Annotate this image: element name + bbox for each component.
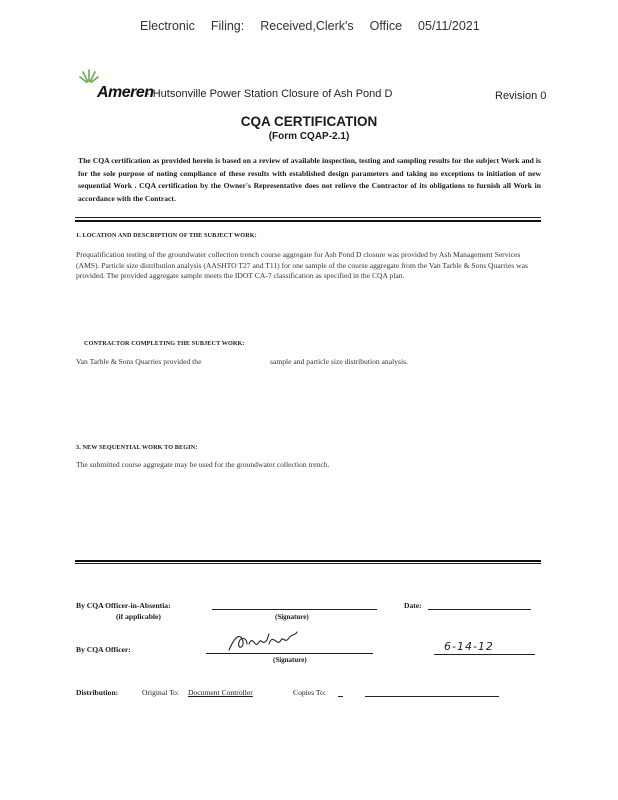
date-label: Date: — [404, 601, 422, 610]
divider — [75, 560, 541, 562]
stamp-word-3: Received,Clerk's — [260, 19, 354, 33]
form-number: (Form CQAP-2.1) — [268, 131, 350, 142]
original-to-label: Original To: — [142, 688, 180, 697]
if-applicable-label: (if applicable) — [116, 612, 161, 621]
revision-label: Revision 0 — [495, 90, 547, 102]
stamp-word-1: Electronic — [140, 19, 195, 33]
ameren-logo-icon — [78, 66, 100, 86]
stamp-date: 05/11/2021 — [418, 19, 480, 33]
filing-stamp — [140, 19, 480, 33]
officer-signature-line[interactable] — [206, 653, 373, 654]
distribution-label: Distribution: — [76, 688, 119, 697]
copies-to-label: Copies To: — [293, 688, 326, 697]
divider — [75, 563, 541, 564]
intro-paragraph: The CQA certification as provided herein is based on a review of available inspection, testing and sampling results for the subject Work and is for the sole purpose of noting compliance of these results with established design parameters and taking no exceptions to initiation of new sequential Work . CQA certification by the Owner's Representative does not relieve the Contractor of its obligations to furnish all Work in accordance with the Contract. — [78, 156, 541, 203]
section-2-title: CONTRACTOR COMPLETING THE SUBJECT WORK: — [84, 340, 245, 347]
section-1-body: Prequalification testing of the groundwater collection trench course aggregate for Ash Pond D closure was provided by Ash Management Services (AMS). Particle size distribution analysis (AASHTO T27 and T11) for one sample of the course aggregate from the Van Tarble & Sons Quarries was provided. The provided aggregate sample meets the IDOT CA-7 classification as specified in the CQA plan. — [76, 250, 528, 280]
signature-caption: (Signature) — [273, 656, 307, 664]
copies-short-line — [338, 696, 343, 697]
divider — [75, 217, 541, 218]
stamp-word-4: Office — [369, 19, 403, 33]
signature-caption: (Signature) — [275, 613, 309, 621]
absentia-signature-line[interactable] — [212, 609, 377, 610]
section-3-title: 3. NEW SEQUENTIAL WORK TO BEGIN: — [76, 444, 198, 451]
document-title: CQA CERTIFICATION — [240, 114, 378, 129]
officer-date-line[interactable] — [434, 654, 535, 655]
section-3-body: The submitted course aggregate may be used for the groundwater collection trench. — [76, 460, 330, 469]
absentia-label: By CQA Officer-in-Absentia: — [76, 601, 171, 610]
divider — [75, 220, 541, 222]
officer-label: By CQA Officer: — [76, 645, 131, 654]
officer-date: 6-14-12 — [444, 640, 494, 653]
brand-name: Ameren — [97, 84, 154, 101]
document-controller: Document Controller — [188, 688, 253, 697]
handwritten-signature-icon — [225, 628, 305, 656]
date-line[interactable] — [428, 609, 531, 610]
section-2-body-start: Van Tarble & Sons Quarries provided the — [76, 357, 202, 366]
section-2-body-end: sample and particle size distribution analysis. — [270, 357, 408, 366]
section-1-title: 1. LOCATION AND DESCRIPTION OF THE SUBJECT WORK: — [76, 232, 257, 239]
project-subtitle: - Hutsonville Power Station Closure of Ash Pond D — [146, 88, 393, 100]
stamp-word-2: Filing: — [210, 19, 245, 33]
copies-to-line[interactable] — [365, 696, 499, 697]
